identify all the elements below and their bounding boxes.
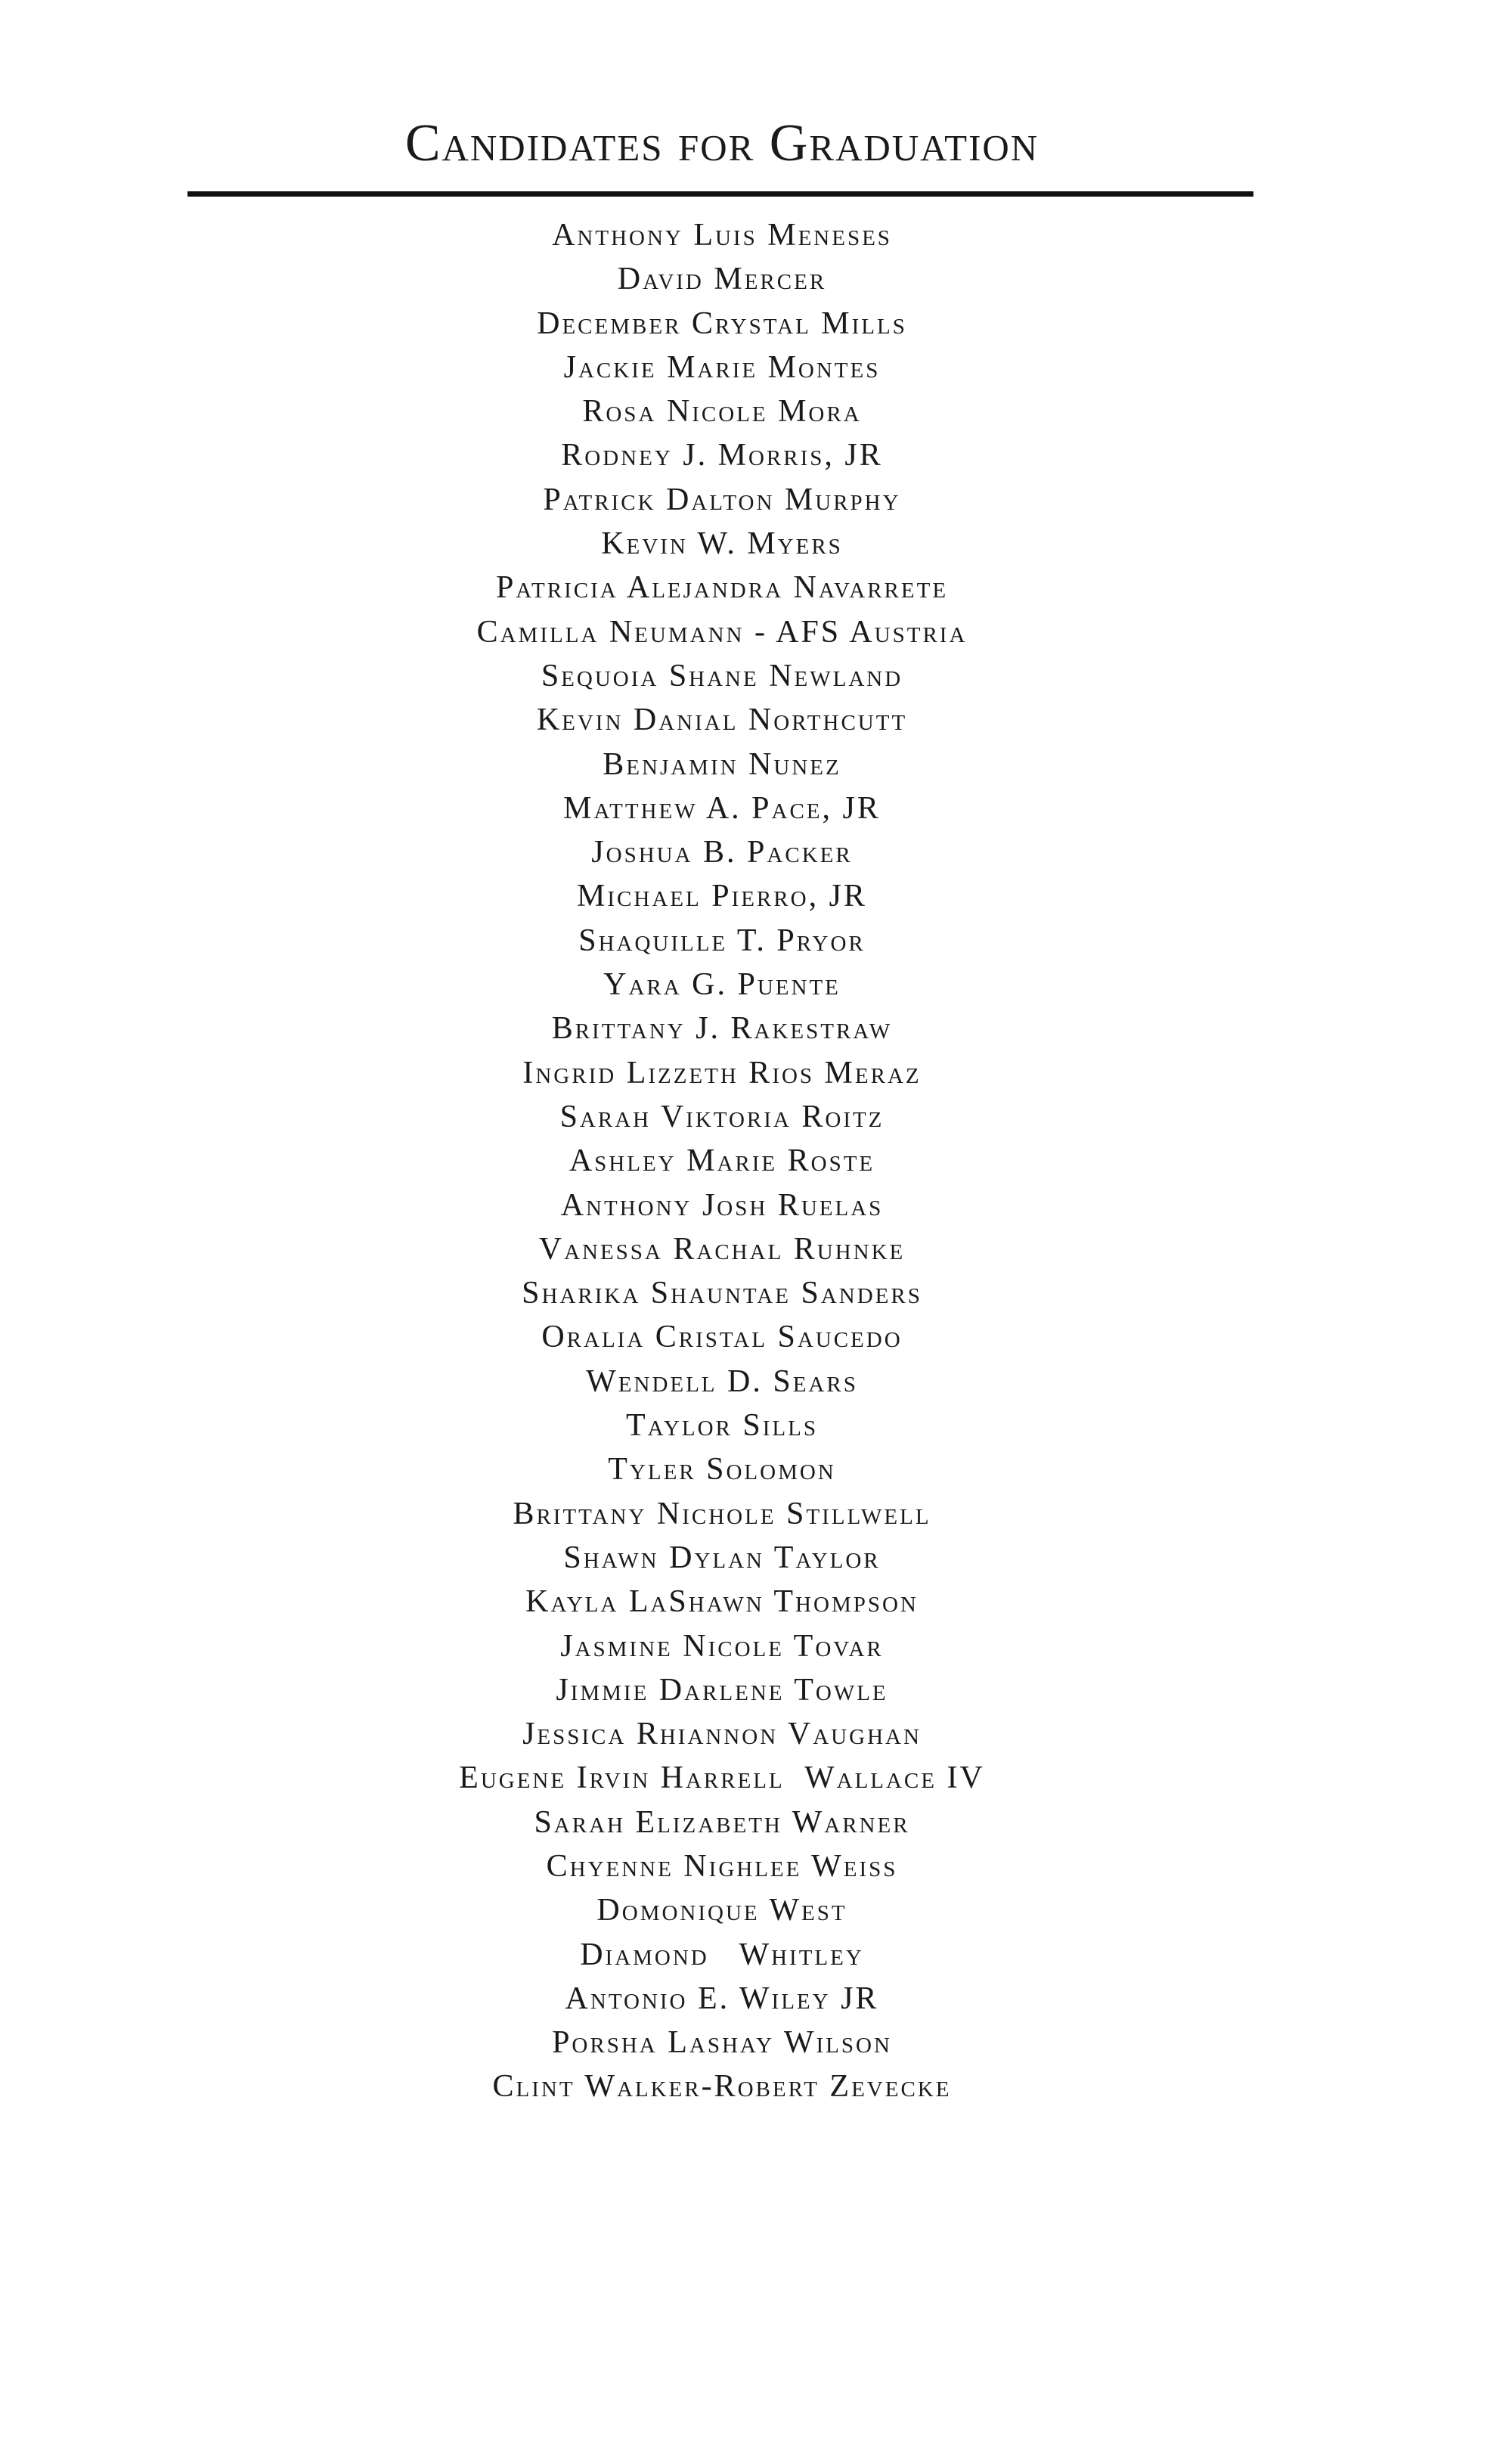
candidate-name: Anthony Luis Meneses: [552, 218, 892, 253]
candidate-name: Taylor Sills: [626, 1408, 818, 1444]
candidate-name: Porsha Lashay Wilson: [552, 2025, 892, 2061]
page-title: Candidates for Graduation: [404, 114, 1040, 172]
candidate-name: Matthew A. Pace, JR: [563, 790, 881, 826]
candidate-name: Rosa Nicole Mora: [582, 394, 862, 430]
candidate-name: Sarah Elizabeth Warner: [534, 1804, 910, 1840]
candidate-name: Ashley Marie Roste: [569, 1143, 875, 1179]
candidate-name: Benjamin Nunez: [603, 746, 841, 782]
candidate-name: Diamond Whitley: [580, 1937, 864, 1972]
candidate-name: Jessica Rhiannon Vaughan: [522, 1717, 922, 1752]
candidate-name: Camilla Neumann - AFS Austria: [476, 614, 968, 650]
candidate-name: Oralia Cristal Saucedo: [541, 1320, 903, 1355]
candidate-name: Yara G. Puente: [603, 967, 841, 1003]
title-divider: [187, 191, 1253, 197]
candidate-name: Kevin W. Myers: [601, 526, 843, 562]
candidate-name: Kayla LaShawn Thompson: [525, 1584, 919, 1620]
candidate-name: David Mercer: [617, 262, 827, 297]
candidate-list: [340, 213, 1104, 2109]
candidate-name: Eugene Irvin Harrell Wallace IV: [459, 1760, 985, 1796]
candidate-name: Wendell D. Sears: [586, 1363, 858, 1399]
candidate-name: Brittany J. Rakestraw: [551, 1011, 893, 1047]
candidate-name: Anthony Josh Ruelas: [560, 1187, 884, 1223]
candidate-name: Rodney J. Morris, JR: [561, 438, 883, 473]
candidate-name: Antonio E. Wiley JR: [565, 1981, 879, 2016]
candidate-name: Jasmine Nicole Tovar: [560, 1628, 884, 1664]
candidate-name: Shaquille T. Pryor: [578, 923, 866, 958]
candidate-name: Clint Walker-Robert Zevecke: [492, 2069, 952, 2105]
candidate-name: Sarah Viktoria Roitz: [559, 1099, 885, 1134]
candidate-name: Brittany Nichole Stillwell: [513, 1496, 931, 1531]
candidate-name: Chyenne Nighlee Weiss: [546, 1848, 898, 1884]
candidate-name: Shawn Dylan Taylor: [563, 1540, 881, 1575]
candidate-name: Michael Pierro, JR: [577, 879, 867, 914]
candidate-name: Kevin Danial Northcutt: [536, 703, 908, 738]
candidate-name: December Crystal Mills: [537, 306, 907, 341]
candidate-name: Sequoia Shane Newland: [541, 658, 903, 693]
candidate-name: Patricia Alejandra Navarrete: [495, 570, 949, 606]
candidate-name: Tyler Solomon: [608, 1452, 836, 1487]
candidate-name: Jimmie Darlene Towle: [556, 1672, 888, 1708]
candidate-name: Sharika Shauntae Sanders: [522, 1276, 922, 1311]
candidate-name: Ingrid Lizzeth Rios Meraz: [522, 1055, 922, 1090]
candidate-name: Domonique West: [596, 1893, 847, 1928]
candidate-name: Vanessa Rachal Ruhnke: [538, 1231, 906, 1267]
candidate-name: Joshua B. Packer: [591, 835, 853, 870]
candidate-name: Jackie Marie Montes: [563, 349, 881, 385]
candidate-name: Patrick Dalton Murphy: [543, 482, 901, 517]
